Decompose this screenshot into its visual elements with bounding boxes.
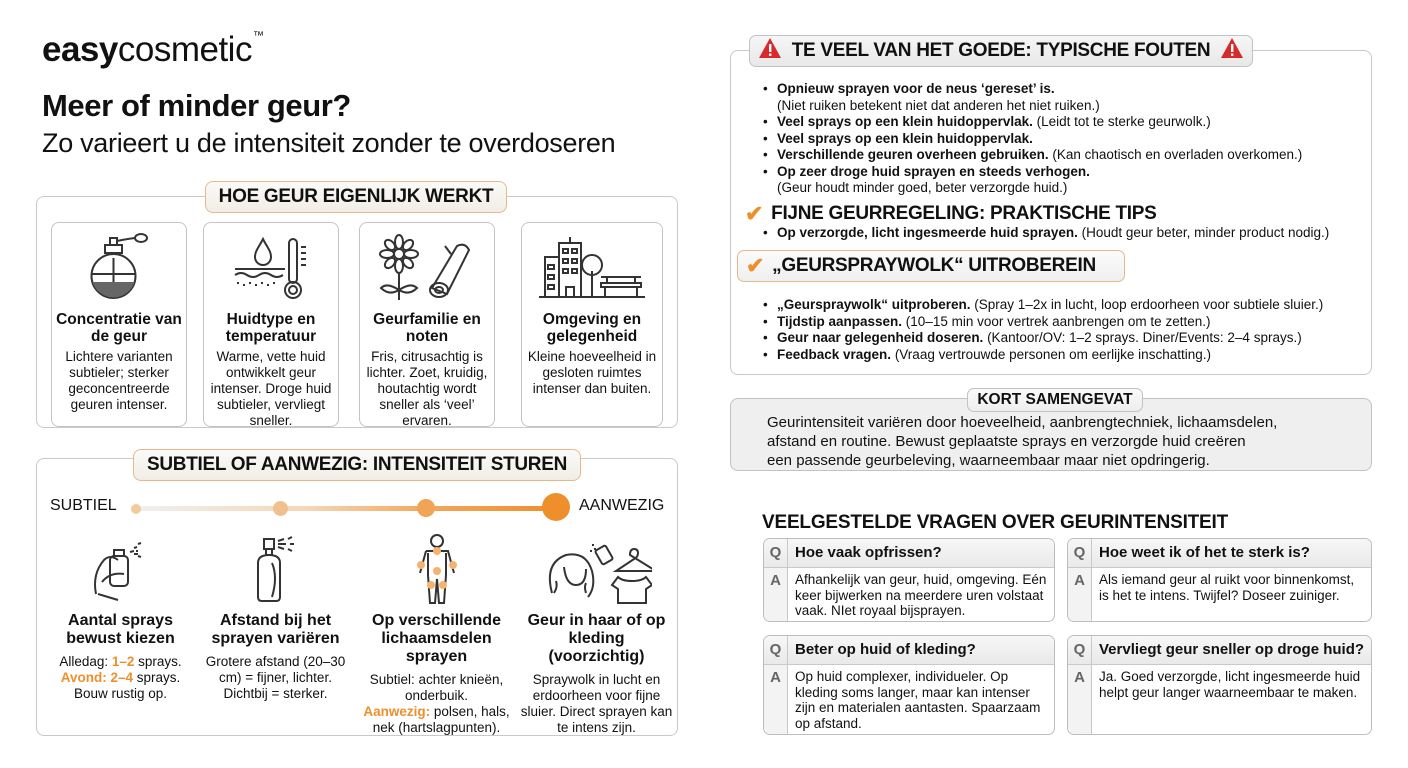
card-text: Kleine hoeveelheid in gesloten ruimtes intenser dan buiten. (527, 349, 657, 396)
city-park-icon (522, 228, 662, 308)
spray-cloud-list (761, 297, 1323, 363)
check-icon: ✔ (746, 253, 765, 278)
warning-icon (758, 37, 782, 65)
intensity-slider-track (136, 506, 556, 511)
summary-text: Geurintensiteit variëren door hoeveelheid, aanbrengtechniek, lichaamsdelen, afstand en routine. Bewust geplaatste sprays en verzorgde huid creëren een passende geurbeleving, waarneembaar maar niet opdringerig. (767, 414, 1278, 469)
card-text: Fris, citrusachtig is lichter. Zoet, kruidig, houtachtig wordt sneller als ‘veel’ ervaren. (366, 349, 488, 428)
brand-logo: easycosmetic™ (42, 30, 264, 69)
tip-body-parts (359, 531, 514, 736)
warning-icon (1220, 37, 1244, 65)
hair-clothing-icon (519, 531, 674, 606)
card-text: Lichtere varianten subtieler; sterker geconcentreerde geuren intenser. (65, 349, 173, 412)
list-item: • Geur naar gelegenheid doseren. (Kantoor/OV: 1–2 sprays. Diner/Events: 2–4 sprays.) (761, 330, 1323, 347)
list-item: • Verschillende geuren overheen gebruiken. (Kan chaotisch en overladen overkomen.) (761, 147, 1302, 164)
faq-item: Q Hoe vaak opfrissen? A Afhankelijk van geur, huid, omgeving. Eén keer bijwerken na meerdere uren volstaat vaak. NIet royaal bijsprayen. (763, 538, 1055, 622)
tip-text: Alledag: 1–2 sprays. Avond: 2–4 sprays. Bouw rustig op. (59, 654, 182, 701)
how-it-works-panel (36, 186, 678, 428)
list-item: • Op zeer droge huid sprayen en steeds verhogen. (Geur houdt minder goed, beter verzorgde huid.) (761, 164, 1302, 197)
list-item: • Op verzorgde, licht ingesmeerde huid sprayen. (Houdt geur beter, minder product nodig.) (761, 225, 1329, 242)
tip-heading: Geur in haar of op kleding (voorzichtig) (527, 612, 666, 665)
slider-point-3 (417, 499, 435, 517)
faq-title: VEELGESTELDE VRAGEN OVER GEURINTENSITEIT (762, 512, 1229, 533)
intensity-heading: SUBTIEL OF AANWEZIG: INTENSITEIT STUREN (133, 449, 581, 481)
card-heading: Geurfamilie en noten (373, 311, 481, 345)
hand-spray-icon (43, 531, 198, 606)
how-it-works-heading: HOE GEUR EIGENLIJK WERKT (205, 181, 507, 213)
scale-min-label: SUBTIEL (50, 497, 117, 514)
spray-bottle-icon (198, 531, 353, 606)
list-item: • Veel sprays op een klein huidoppervlak. (Leidt tot te sterke geurwolk.) (761, 114, 1302, 131)
list-item: • „Geurspraywolk“ uitproberen. (Spray 1–2x in lucht, loop erdoorheen voor subtiele sluier.) (761, 297, 1323, 314)
list-item: • Veel sprays op een klein huidoppervlak. (761, 131, 1302, 148)
check-icon: ✔ (745, 201, 764, 226)
spray-cloud-heading: ✔ „GEURSPRAYWOLK“ UITROBEREIN (737, 250, 1125, 282)
card-heading: Huidtype en temperatuur (225, 311, 317, 345)
intensity-panel (36, 454, 678, 736)
tip-text: Grotere afstand (20–30 cm) = fijner, lichter. Dichtbij = sterker. (205, 654, 346, 701)
faults-list (761, 81, 1302, 197)
faults-tips-panel (730, 40, 1372, 375)
tip-heading: Op verschillende lichaamsdelen sprayen (372, 612, 501, 665)
slider-point-4 (542, 493, 570, 521)
faq-answer: Als iemand geur al ruikt voor binnenkomst, is het te intens. Twijfel? Doseer zuiniger. (1099, 572, 1355, 603)
summary-panel (730, 391, 1372, 471)
faq-item: Q Hoe weet ik of het te sterk is? A Als iemand geur al ruikt voor binnenkomst, is het te intens. Twijfel? Doseer zuiniger. (1067, 538, 1372, 622)
slider-point-1 (131, 504, 141, 514)
faq-question: Hoe weet ik of het te sterk is? (1099, 544, 1310, 561)
card-heading: Omgeving en gelegenheid (542, 311, 642, 345)
scale-max-label: AANWEZIG (579, 497, 665, 514)
tip-heading: Afstand bij het sprayen variëren (211, 612, 340, 647)
faq-question: Hoe vaak opfrissen? (795, 544, 942, 561)
body-points-icon (359, 531, 514, 606)
card-text: Warme, vette huid ontwikkelt geur intenser. Droge huid subtieler, vervliegt sneller. (210, 349, 332, 428)
page-title: Meer of minder geur? (42, 88, 351, 123)
card-skin-temperature (203, 222, 339, 427)
card-fragrance-family (359, 222, 495, 427)
flower-wood-icon (360, 228, 494, 308)
skin-temperature-icon (204, 228, 338, 308)
faq-item: Q Vervliegt geur sneller op droge huid? A Ja. Goed verzorgde, licht ingesmeerde huid helpt geur langer waarneembaar te maken. (1067, 635, 1372, 735)
list-item: • Opnieuw sprayen voor de neus ‘gereset’ is. (Niet ruiken betekent niet dat anderen het niet ruiken.) (761, 81, 1302, 114)
tip-heading: Aantal sprays bewust kiezen (66, 612, 175, 647)
page-subtitle: Zo varieert u de intensiteit zonder te overdoseren (42, 128, 616, 158)
tips-list (761, 225, 1329, 242)
faq-question: Beter op huid of kleding? (795, 641, 976, 658)
card-concentration (51, 222, 187, 427)
tip-hair-clothing (519, 531, 674, 736)
faq-answer: Ja. Goed verzorgde, licht ingesmeerde huid helpt geur langer waarneembaar te maken. (1099, 669, 1361, 700)
card-heading: Concentratie van de geur (56, 311, 182, 345)
faults-heading: TE VEEL VAN HET GOEDE: TYPISCHE FOUTEN (749, 35, 1253, 67)
slider-point-2 (273, 501, 288, 516)
perfume-bottle-icon (52, 228, 186, 308)
list-item: • Feedback vragen. (Vraag vertrouwde personen om eerlijke inschatting.) (761, 347, 1323, 364)
tips-heading: ✔ FIJNE GEURREGELING: PRAKTISCHE TIPS (745, 201, 1157, 226)
summary-heading: KORT SAMENGEVAT (967, 388, 1143, 412)
list-item: • Tijdstip aanpassen. (10–15 min voor vertrek aanbrengen om te zetten.) (761, 314, 1323, 331)
tip-text: Spraywolk in lucht en erdoorheen voor fijne sluier. Direct sprayen kan te intens zijn. (520, 672, 673, 735)
faq-item: Q Beter op huid of kleding? A Op huid complexer, individueler. Op kleding soms langer, maar kan intenser zijn en materialen aantasten. Spaarzaam op afstand. (763, 635, 1055, 735)
tip-text: Subtiel: achter knieën, onderbuik. Aanwezig: polsen, hals, nek (hartslagpunten). (363, 672, 510, 735)
tip-distance (198, 531, 353, 702)
faq-question: Vervliegt geur sneller op droge huid? (1099, 641, 1365, 658)
faq-answer: Afhankelijk van geur, huid, omgeving. Eén keer bijwerken na meerdere uren volstaat vaak. NIet royaal bijsprayen. (795, 572, 1047, 618)
faq-answer: Op huid complexer, individueler. Op kleding soms langer, maar kan intenser zijn en materialen aantasten. Spaarzaam op afstand. (795, 669, 1041, 731)
card-environment (521, 222, 663, 427)
tip-spray-count (43, 531, 198, 702)
